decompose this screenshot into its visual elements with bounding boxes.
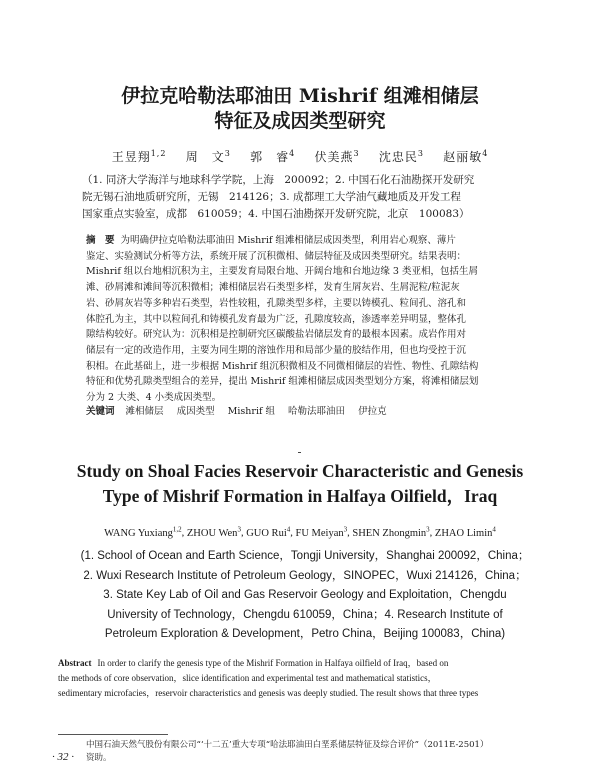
cn-abstract-line: 储层有一定的改造作用，主要为同生期的溶蚀作用和局部少量的胶结作用，但也均受控于沉 [86, 344, 467, 356]
cn-abstract-line: 滩、砂屑滩和滩间等沉积微相；滩相储层岩石类型多样，发育生屑灰岩、生屑泥粒/粒泥灰 [86, 282, 460, 294]
section-separator [298, 452, 301, 453]
en-abstract-line: the methods of core observation，slice identification and experimental test and mathematical statistics， [58, 673, 437, 683]
footnote-line: 中国石油天然气股份有限公司“‘十二五’重大专项“哈法耶油田白垩系储层特征及综合评价”（2011E-2501） [86, 740, 489, 750]
cn-abstract-line: 特征和优势孔隙类型组合的差异，提出 Mishrif 组滩相储层成因类型划分方案，将滩相储层划 [86, 376, 479, 388]
cn-keyword: 哈勒法耶油田 [288, 406, 346, 417]
cn-affiliation-line: （1. 同济大学海洋与地球科学学院，上海 200092；2. 中国石化石油勘探开发研究 [82, 174, 475, 186]
en-abstract-label: Abstract [58, 658, 92, 668]
cn-affiliation-line: 国家重点实验室，成都 610059；4. 中国石油勘探开发研究院，北京 100083） [82, 208, 470, 220]
en-title-line-1: Study on Shoal Facies Reservoir Characteristic and Genesis [76, 461, 524, 481]
cn-abstract-line: 岩、砂屑灰岩等多种岩石类型，岩性较粗，孔隙类型多样，主要以铸模孔、粒间孔、溶孔和 [86, 297, 467, 309]
cn-abstract-line: 体腔孔为主，其中以粒间孔和铸模孔发育最为广泛，孔隙度较高，渗透率差异明显，整体孔 [86, 313, 467, 325]
en-abstract-line: sedimentary microfacies，reservoir characteristics and genesis was deeply studied. The result shows that three types [58, 688, 479, 698]
cn-abstract-line: 分为 2 大类、4 小类成因类型。 [86, 392, 222, 404]
en-affiliations [60, 547, 550, 645]
en-title-line-2: Type of Mishrif Formation in Halfaya Oilfield，Iraq [102, 486, 498, 506]
cn-author: 周 文$^3$ [185, 149, 231, 164]
cn-affiliation-line: 院无锡石油地质研究所，无锡 214126；3. 成都理工大学油气藏地质及开发工程 [82, 191, 461, 203]
cn-abstract-line: 鉴定、实验测试分析等方法，系统开展了沉积微相、储层特征及成因类型研究。结果表明： [86, 250, 467, 262]
en-author: WANG Yuxiang$^{1,2}$ [104, 525, 182, 539]
cn-keyword: 成因类型 [176, 406, 215, 417]
cn-author: 赵丽敏$^4$ [443, 149, 489, 164]
cn-title-line-2: 特征及成因类型研究 [214, 110, 386, 132]
en-affiliation-line: Petroleum Exploration & Development，Petro China，Beijing 100083，China) [104, 628, 506, 641]
footnote-rule [58, 734, 168, 735]
en-author: GUO Rui$^4$ [246, 525, 291, 539]
en-author: SHEN Zhongmin$^3$ [352, 525, 430, 539]
cn-keywords-label: 关键词 [86, 406, 115, 417]
cn-keyword: 伊拉克 [358, 406, 387, 417]
en-abstract-line: Abstract In order to clarify the genesis type of the Mishrif Formation in Halfaya oilfield of Iraq，based on [58, 658, 449, 668]
cn-abstract-line: 积相。在此基础上，进一步根据 Mishrif 组沉积微相及不同微相储层的岩性、物性、孔隙结构 [86, 360, 479, 372]
en-affiliation-line: 3. State Key Lab of Oil and Gas Reservoir Geology and Exploitation，Chengdu [103, 589, 507, 602]
cn-abstract-line: 摘 要 为明确伊拉克哈勒法耶油田 Mishrif 组滩相储层成因类型，利用岩心观察、薄片 [86, 235, 456, 246]
en-authors: WANG Yuxiang$^{1,2}$, ZHOU Wen$^3$, GUO Rui$^4$, FU Meiyan$^3$, SHEN Zhongmin$^3$, ZHAO Limin$^4$ [104, 525, 496, 539]
cn-affiliations [82, 172, 532, 223]
page-number: · 32 · [52, 751, 74, 763]
en-affiliation-line: (1. School of Ocean and Earth Science，Tongji University，Shanghai 200092，China； [80, 550, 530, 562]
cn-author: 郭 睿$^4$ [250, 149, 296, 164]
en-author: FU Meiyan$^3$ [295, 525, 348, 539]
en-author: ZHOU Wen$^3$ [186, 525, 241, 539]
cn-title-line-1: 伊拉克哈勒法耶油田 Mishrif 组滩相储层 [121, 85, 479, 107]
cn-abstract-line: Mishrif 组以台地相沉积为主，主要发育局限台地、开阔台地和台地边缘 3 类亚相，包括生屑 [86, 266, 478, 278]
cn-abstract-line: 隙结构较好。研究认为：沉积相是控制研究区碳酸盐岩储层发育的最根本因素。成岩作用对 [86, 329, 467, 341]
en-affiliation-line: 2. Wuxi Research Institute of Petroleum Geology，SINOPEC，Wuxi 214126，China； [83, 569, 527, 582]
cn-author: 王昱翔$^{1,2}$ [111, 149, 167, 164]
footnote-line: 资助。 [86, 753, 112, 763]
en-author: ZHAO Limin$^4$ [434, 525, 496, 539]
cn-keywords [86, 403, 532, 417]
cn-keyword: Mishrif 组 [227, 406, 276, 417]
cn-author: 沈忠民$^3$ [378, 149, 424, 164]
cn-abstract [86, 233, 532, 406]
cn-authors [60, 148, 540, 165]
en-abstract [58, 656, 544, 701]
en-affiliation-line: University of Technology，Chengdu 610059，China；4. Research Institute of [107, 608, 503, 621]
cn-abstract-label: 摘 要 [86, 235, 115, 246]
funding-footnote [86, 739, 542, 765]
cn-author: 伏美燕$^3$ [314, 149, 360, 164]
cn-keyword: 滩相储层 [125, 406, 164, 417]
